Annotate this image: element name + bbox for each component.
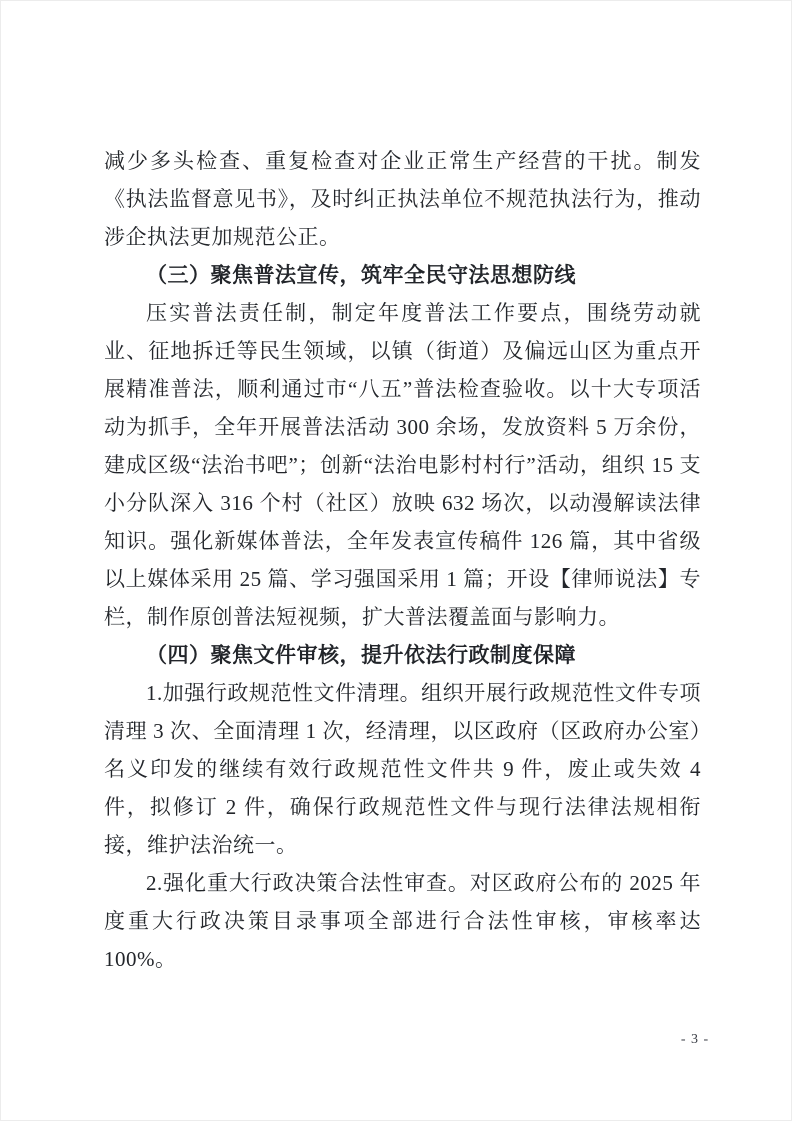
document-body	[104, 142, 701, 978]
paragraph-continuation: 减少多头检查、重复检查对企业正常生产经营的干扰。制发《执法监督意见书》，及时纠正执法单位不规范执法行为，推动涉企执法更加规范公正。	[104, 149, 701, 249]
paragraph-document-cleanup: 1.加强行政规范性文件清理。组织开展行政规范性文件专项清理 3 次、全面清理 1 次，经清理，以区政府（区政府办公室）名义印发的继续有效行政规范性文件共 9 件，废止或失效 4 件，拟修订 2 件，确保行政规范性文件与现行法律法规相衔接，维护法治统一。	[104, 681, 701, 857]
section-heading-3: （三）聚焦普法宣传，筑牢全民守法思想防线	[146, 263, 576, 287]
page-number: - 3 -	[680, 1032, 710, 1047]
paragraph-decision-review: 2.强化重大行政决策合法性审查。对区政府公布的 2025 年度重大行政决策目录事项全部进行合法性审核，审核率达 100%。	[104, 871, 701, 971]
section-heading-4: （四）聚焦文件审核，提升依法行政制度保障	[146, 643, 576, 667]
paragraph-legal-publicity: 压实普法责任制，制定年度普法工作要点，围绕劳动就业、征地拆迁等民生领域，以镇（街道）及偏远山区为重点开展精准普法，顺利通过市“八五”普法检查验收。以十大专项活动为抓手，全年开展普法活动 300 余场，发放资料 5 万余份，建成区级“法治书吧”；创新“法治电影村村行”活动，组织 15 支小分队深入 316 个村（社区）放映 632 场次，以动漫解读法律知识。强化新媒体普法，全年发表宣传稿件 126 篇，其中省级以上媒体采用 25 篇、学习强国采用 1 篇；开设【律师说法】专栏，制作原创普法短视频，扩大普法覆盖面与影响力。	[104, 301, 701, 629]
